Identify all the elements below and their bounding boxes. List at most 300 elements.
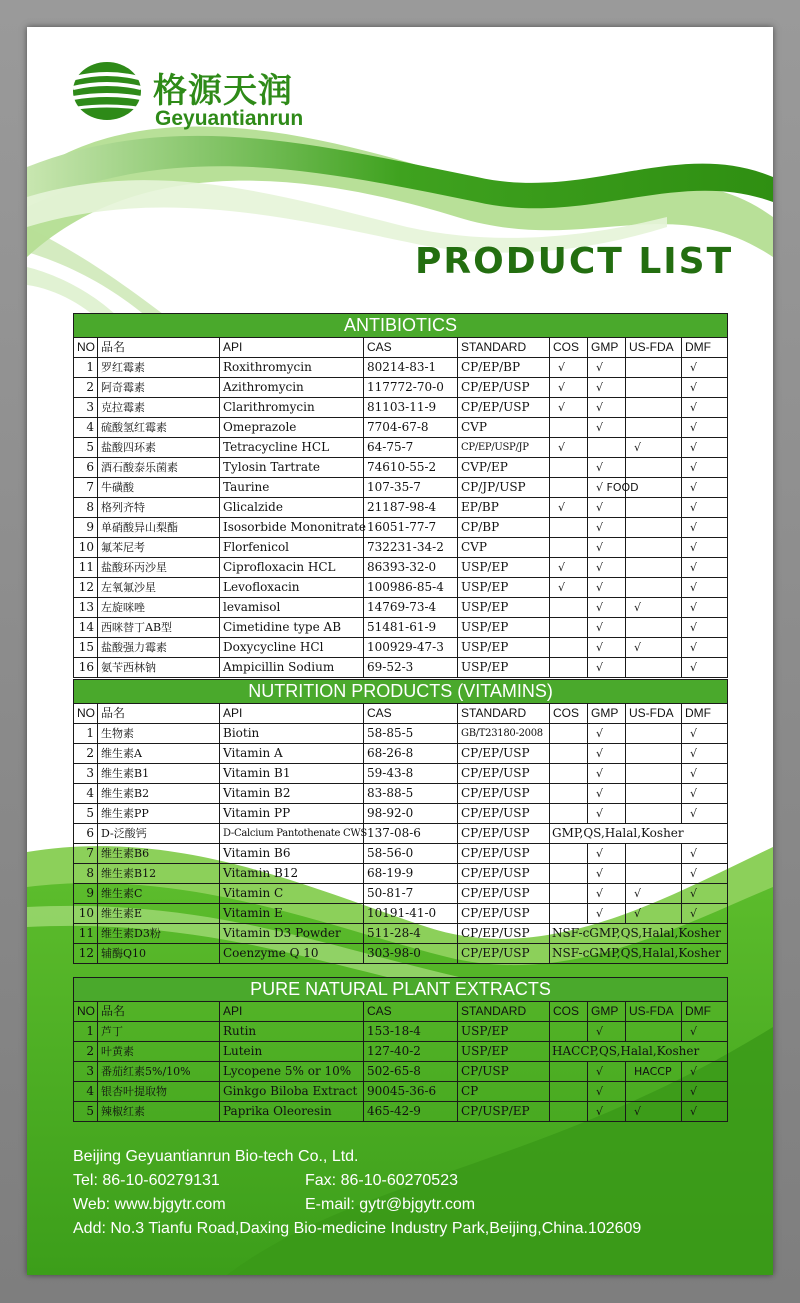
gmp-mark: √ [588,358,626,378]
product-name-cn: 酒石酸泰乐菌素 [98,458,220,478]
section-title: ANTIBIOTICS [74,314,728,338]
api-name: Paprika Oleoresin [220,1102,364,1122]
usfda-mark [626,578,682,598]
header-cas: CAS [364,338,458,358]
usfda-mark [626,378,682,398]
api-name: Vitamin C [220,884,364,904]
row-number: 8 [74,498,98,518]
cos-mark [550,458,588,478]
brand-name-en: Geyuantianrun [155,107,304,130]
cas-number: 100986-85-4 [364,578,458,598]
product-name-cn: 氟苯尼考 [98,538,220,558]
table-row [74,1042,728,1062]
standard: CP/EP/USP [458,764,550,784]
cas-number: 137-08-6 [364,824,458,844]
table-row [74,618,728,638]
logo-icon [71,60,143,122]
cas-number: 98-92-0 [364,804,458,824]
cos-mark [550,638,588,658]
cas-number: 90045-36-6 [364,1082,458,1102]
cos-mark [550,904,588,924]
section-title: PURE NATURAL PLANT EXTRACTS [74,978,728,1002]
usfda-mark: HACCP [626,1062,682,1082]
cas-number: 511-28-4 [364,924,458,944]
api-name: Omeprazole [220,418,364,438]
row-number: 2 [74,378,98,398]
cos-mark [550,804,588,824]
row-number: 5 [74,1102,98,1122]
cos-mark: √ [550,378,588,398]
usfda-mark: √ [626,638,682,658]
cas-number: 100929-47-3 [364,638,458,658]
gmp-mark: √ [588,724,626,744]
cas-number: 58-85-5 [364,724,458,744]
table-row [74,904,728,924]
api-name: Taurine [220,478,364,498]
cos-mark [550,844,588,864]
api-name: Cimetidine type AB [220,618,364,638]
standard: CVP [458,538,550,558]
product-name-cn: 维生素B6 [98,844,220,864]
product-name-cn: 维生素B1 [98,764,220,784]
product-name-cn: 阿奇霉素 [98,378,220,398]
cos-mark [550,884,588,904]
phone-number: Tel: 86-10-60279131 [73,1172,220,1189]
header-api: API [220,1002,364,1022]
product-name-cn: 辣椒红素 [98,1102,220,1122]
standard: CP/EP/USP [458,804,550,824]
header-row [74,338,728,358]
standard: USP/EP [458,558,550,578]
standard: CP/USP [458,1062,550,1082]
usfda-mark: √ [626,1102,682,1122]
product-name-cn: 银杏叶提取物 [98,1082,220,1102]
product-name-cn: D-泛酸钙 [98,824,220,844]
table-row [74,804,728,824]
cos-mark: √ [550,358,588,378]
row-number: 12 [74,578,98,598]
cos-mark: √ [550,398,588,418]
cas-number: 107-35-7 [364,478,458,498]
cos-mark [550,1022,588,1042]
page-title: PRODUCT LIST [415,241,734,282]
header-usfda: US-FDA [626,704,682,724]
row-number: 11 [74,924,98,944]
table-row [74,638,728,658]
api-name: Lutein [220,1042,364,1062]
api-name: Vitamin B1 [220,764,364,784]
section-title: NUTRITION PRODUCTS (VITAMINS) [74,680,728,704]
api-name: Florfenicol [220,538,364,558]
table-row [74,724,728,744]
table-row [74,1082,728,1102]
dmf-mark: √ [682,538,728,558]
email-link[interactable]: E-mail: gytr@bjgytr.com [305,1196,476,1213]
cas-number: 80214-83-1 [364,358,458,378]
standard: CP/EP/USP [458,744,550,764]
usfda-mark [626,558,682,578]
usfda-mark: √ [626,598,682,618]
gmp-mark: √ [588,418,626,438]
gmp-mark: √ [588,1082,626,1102]
header-cos: COS [550,704,588,724]
cos-mark [550,1082,588,1102]
api-name: Ciprofloxacin HCL [220,558,364,578]
api-name: Biotin [220,724,364,744]
header-dmf: DMF [682,704,728,724]
brand-name-cn: 格源天润 [153,71,293,111]
usfda-mark [626,418,682,438]
row-number: 3 [74,398,98,418]
cas-number: 51481-61-9 [364,618,458,638]
api-name: Vitamin A [220,744,364,764]
dmf-mark: √ [682,1102,728,1122]
cos-mark [550,418,588,438]
dmf-mark: √ [682,784,728,804]
usfda-mark: √ [626,438,682,458]
dmf-mark: √ [682,844,728,864]
cas-number: 50-81-7 [364,884,458,904]
row-number: 2 [74,744,98,764]
cos-mark [550,538,588,558]
table-row [74,744,728,764]
header-gmp: GMP [588,1002,626,1022]
standard: CP/EP/USP [458,398,550,418]
product-sheet [27,27,773,1275]
row-number: 1 [74,724,98,744]
cas-number: 16051-77-7 [364,518,458,538]
row-number: 3 [74,764,98,784]
row-number: 10 [74,538,98,558]
table-row [74,378,728,398]
row-number: 2 [74,1042,98,1062]
product-name-cn: 克拉霉素 [98,398,220,418]
header-cn: 品名 [98,704,220,724]
usfda-mark: √ [626,904,682,924]
gmp-mark: √ [588,844,626,864]
header-dmf: DMF [682,1002,728,1022]
cas-number: 69-52-3 [364,658,458,678]
cos-mark [550,478,588,498]
cas-number: 465-42-9 [364,1102,458,1122]
row-number: 8 [74,864,98,884]
product-name-cn: 维生素B12 [98,864,220,884]
gmp-mark: √ [588,598,626,618]
cos-mark [550,658,588,678]
gmp-mark: √ [588,744,626,764]
header-standard: STANDARD [458,338,550,358]
row-number: 5 [74,438,98,458]
row-number: 10 [74,904,98,924]
row-number: 16 [74,658,98,678]
cas-number: 732231-34-2 [364,538,458,558]
table-row [74,558,728,578]
row-number: 1 [74,1022,98,1042]
dmf-mark: √ [682,618,728,638]
section-title-row [74,680,728,704]
api-name: levamisol [220,598,364,618]
dmf-mark: √ [682,398,728,418]
gmp-mark: √ [588,904,626,924]
cas-number: 117772-70-0 [364,378,458,398]
cos-mark [550,784,588,804]
header-gmp: GMP [588,338,626,358]
table-row [74,598,728,618]
standard: CP/EP/USP [458,824,550,844]
cas-number: 21187-98-4 [364,498,458,518]
usfda-mark [626,658,682,678]
gmp-mark: √ [588,1102,626,1122]
standard: USP/EP [458,1042,550,1062]
product-name-cn: 单硝酸异山梨酯 [98,518,220,538]
api-name: Azithromycin [220,378,364,398]
standard: CP/EP/USP [458,844,550,864]
product-name-cn: 盐酸强力霉素 [98,638,220,658]
header-row [74,1002,728,1022]
table-row [74,824,728,844]
usfda-mark [626,804,682,824]
table-row [74,478,728,498]
header-cn: 品名 [98,338,220,358]
company-name: Beijing Geyuantianrun Bio-tech Co., Ltd. [73,1148,359,1165]
header-cos: COS [550,338,588,358]
usfda-mark [626,498,682,518]
product-name-cn: 番茄红素5%/10% [98,1062,220,1082]
api-name: Vitamin E [220,904,364,924]
header-usfda: US-FDA [626,1002,682,1022]
gmp-mark: √ [588,458,626,478]
gmp-mark: √ [588,378,626,398]
certifications: GMP,QS,Halal,Kosher [550,824,728,844]
product-name-cn: 盐酸四环素 [98,438,220,458]
row-number: 7 [74,844,98,864]
header-cos: COS [550,1002,588,1022]
gmp-mark: √ [588,638,626,658]
cos-mark: √ [550,498,588,518]
table-row [74,398,728,418]
api-name: Ginkgo Biloba Extract [220,1082,364,1102]
standard: CP/EP/USP [458,944,550,964]
row-number: 14 [74,618,98,638]
standard: CP/EP/USP [458,378,550,398]
website-link[interactable]: Web: www.bjgytr.com [73,1196,226,1213]
product-name-cn: 格列齐特 [98,498,220,518]
api-name: Vitamin B2 [220,784,364,804]
dmf-mark: √ [682,478,728,498]
usfda-mark [626,358,682,378]
table-row [74,538,728,558]
header-no: NO [74,704,98,724]
row-number: 4 [74,784,98,804]
standard: CP/EP/USP [458,884,550,904]
api-name: Vitamin B6 [220,844,364,864]
table-row [74,658,728,678]
standard: USP/EP [458,658,550,678]
gmp-mark: √ [588,558,626,578]
dmf-mark: √ [682,864,728,884]
api-name: Coenzyme Q 10 [220,944,364,964]
dmf-mark: √ [682,764,728,784]
cos-mark [550,864,588,884]
cos-mark [550,1102,588,1122]
product-name-cn: 维生素E [98,904,220,924]
cos-mark [550,764,588,784]
antibiotics-table [73,313,728,678]
table-row [74,498,728,518]
table-row [74,578,728,598]
row-number: 12 [74,944,98,964]
usfda-mark [626,398,682,418]
cos-mark [550,518,588,538]
standard: CP/EP/BP [458,358,550,378]
standard: CP/JP/USP [458,478,550,498]
row-number: 1 [74,358,98,378]
header-cn: 品名 [98,1002,220,1022]
cos-mark [550,598,588,618]
cos-mark: √ [550,438,588,458]
cas-number: 86393-32-0 [364,558,458,578]
product-name-cn: 生物素 [98,724,220,744]
header-standard: STANDARD [458,704,550,724]
dmf-mark: √ [682,1062,728,1082]
table-row [74,358,728,378]
cos-mark: √ [550,558,588,578]
dmf-mark: √ [682,658,728,678]
standard: CP/BP [458,518,550,538]
product-name-cn: 维生素PP [98,804,220,824]
api-name: Clarithromycin [220,398,364,418]
gmp-mark: √ [588,618,626,638]
table-row [74,1062,728,1082]
api-name: D-Calcium Pantothenate CWS [220,824,364,844]
section-title-row [74,314,728,338]
standard: CP/EP/USP [458,924,550,944]
cas-number: 83-88-5 [364,784,458,804]
dmf-mark: √ [682,1022,728,1042]
dmf-mark: √ [682,438,728,458]
dmf-mark: √ [682,518,728,538]
usfda-mark [626,618,682,638]
header-api: API [220,704,364,724]
api-name: Roxithromycin [220,358,364,378]
cas-number: 58-56-0 [364,844,458,864]
table-row [74,884,728,904]
dmf-mark: √ [682,418,728,438]
gmp-mark: √ [588,804,626,824]
usfda-mark [626,1082,682,1102]
gmp-mark: √ [588,764,626,784]
gmp-mark: √ [588,398,626,418]
cas-number: 59-43-8 [364,764,458,784]
row-number: 4 [74,1082,98,1102]
standard: CP/EP/USP [458,904,550,924]
row-number: 15 [74,638,98,658]
gmp-mark: √ [588,498,626,518]
cos-mark [550,724,588,744]
dmf-mark: √ [682,724,728,744]
row-number: 4 [74,418,98,438]
gmp-mark: √ [588,578,626,598]
cas-number: 14769-73-4 [364,598,458,618]
row-number: 6 [74,458,98,478]
product-name-cn: 叶黄素 [98,1042,220,1062]
table-row [74,518,728,538]
standard: USP/EP [458,598,550,618]
standard: CP/EP/USP [458,784,550,804]
standard: USP/EP [458,618,550,638]
product-name-cn: 硫酸氢红霉素 [98,418,220,438]
product-name-cn: 左氧氟沙星 [98,578,220,598]
row-number: 6 [74,824,98,844]
header-gmp: GMP [588,704,626,724]
dmf-mark: √ [682,638,728,658]
usfda-mark: √ [626,884,682,904]
table-row [74,784,728,804]
section-title-row [74,978,728,1002]
table-row [74,844,728,864]
dmf-mark: √ [682,904,728,924]
product-name-cn: 西咪替丁AB型 [98,618,220,638]
table-row [74,864,728,884]
cos-mark [550,1062,588,1082]
row-number: 9 [74,884,98,904]
usfda-mark [626,724,682,744]
api-name: Doxycycline HCl [220,638,364,658]
cas-number: 10191-41-0 [364,904,458,924]
header-no: NO [74,1002,98,1022]
api-name: Levofloxacin [220,578,364,598]
cas-number: 7704-67-8 [364,418,458,438]
product-name-cn: 芦丁 [98,1022,220,1042]
header-no: NO [74,338,98,358]
address: Add: No.3 Tianfu Road,Daxing Bio-medicine Industry Park,Beijing,China.102609 [73,1220,642,1237]
usfda-mark [626,458,682,478]
product-name-cn: 罗红霉素 [98,358,220,378]
dmf-mark: √ [682,598,728,618]
cas-number: 68-26-8 [364,744,458,764]
dmf-mark: √ [682,378,728,398]
row-number: 5 [74,804,98,824]
cas-number: 64-75-7 [364,438,458,458]
table-row [74,924,728,944]
usfda-mark [626,864,682,884]
standard: CVP [458,418,550,438]
dmf-mark: √ [682,578,728,598]
product-name-cn: 左旋咪唑 [98,598,220,618]
cas-number: 81103-11-9 [364,398,458,418]
certifications: NSF-cGMP,QS,Halal,Kosher [550,944,728,964]
cas-number: 68-19-9 [364,864,458,884]
dmf-mark: √ [682,558,728,578]
standard: USP/EP [458,578,550,598]
standard: GB/T23180-2008 [458,724,550,744]
header-standard: STANDARD [458,1002,550,1022]
product-name-cn: 维生素D3粉 [98,924,220,944]
api-name: Isosorbide Mononitrate [220,518,364,538]
table-row [74,764,728,784]
gmp-mark: √ [588,1062,626,1082]
api-name: Vitamin D3 Powder [220,924,364,944]
dmf-mark: √ [682,358,728,378]
api-name: Tetracycline HCL [220,438,364,458]
api-name: Rutin [220,1022,364,1042]
gmp-mark: √ [588,538,626,558]
cos-mark [550,744,588,764]
api-name: Lycopene 5% or 10% [220,1062,364,1082]
table-row [74,438,728,458]
cas-number: 127-40-2 [364,1042,458,1062]
usfda-mark [626,538,682,558]
